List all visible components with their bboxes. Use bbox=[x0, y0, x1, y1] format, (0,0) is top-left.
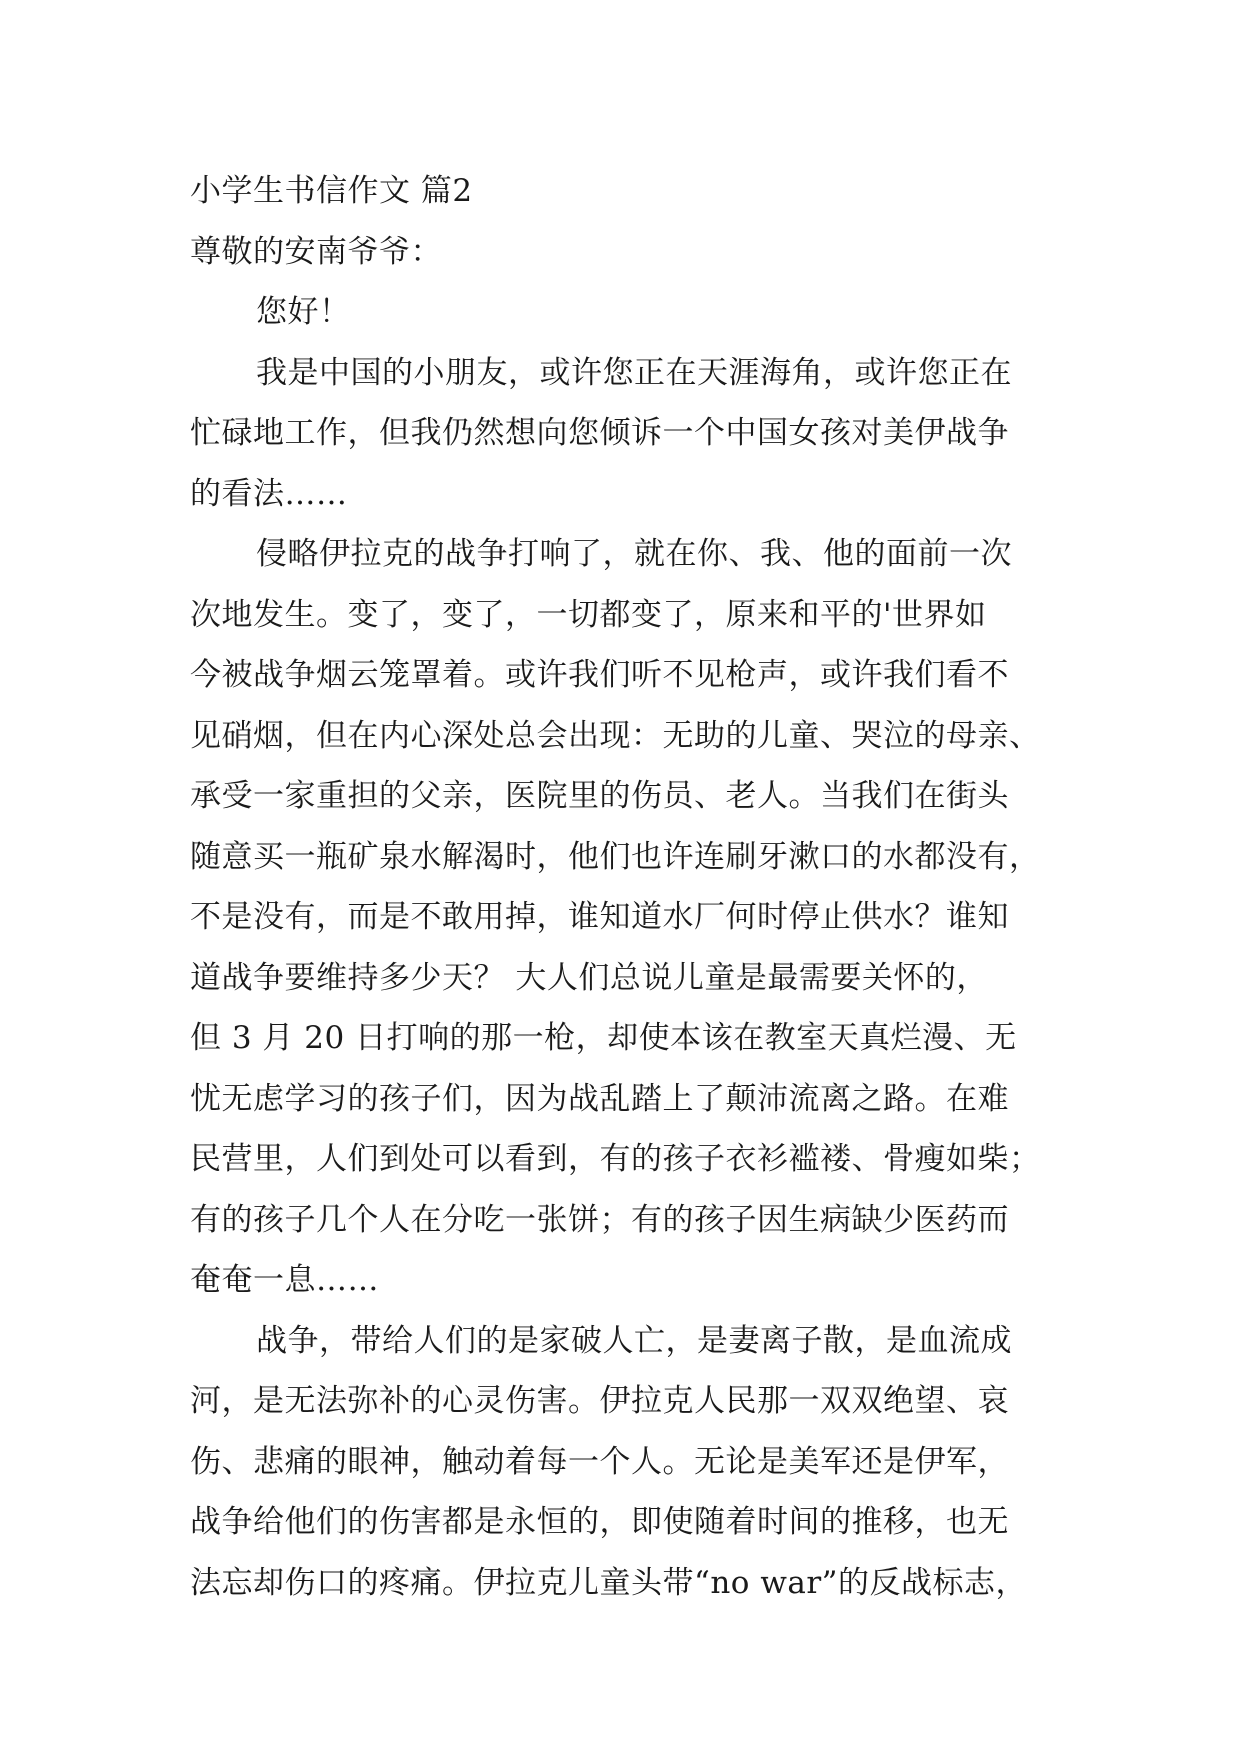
paragraph-2-line-5: 承受一家重担的父亲，医院里的伤员、老人。当我们在街头 bbox=[190, 778, 1009, 814]
paragraph-2-line-3: 今被战争烟云笼罩着。或许我们听不见枪声，或许我们看不 bbox=[190, 657, 1009, 693]
paragraph-3-line-5: 法忘却伤口的疼痛。伊拉克儿童头带“no war”的反战标志， bbox=[190, 1564, 1028, 1601]
essay-title: 小学生书信作文 篇2 bbox=[190, 173, 473, 209]
paragraph-2-line-4: 见硝烟，但在内心深处总会出现：无助的儿童、哭泣的母亲、 bbox=[190, 717, 1041, 754]
paragraph-3-line-1: 战争，带给人们的是家破人亡，是妻离子散，是血流成 bbox=[256, 1322, 1012, 1359]
salutation: 尊敬的安南爷爷： bbox=[190, 233, 442, 270]
paragraph-2-line-13: 奄奄一息…… bbox=[190, 1262, 379, 1298]
paragraph-1-line-1: 我是中国的小朋友，或许您正在天涯海角，或许您正在 bbox=[256, 354, 1012, 391]
paragraph-2-line-12: 有的孩子几个人在分吃一张饼；有的孩子因生病缺少医药而 bbox=[190, 1201, 1009, 1238]
letter-body bbox=[190, 161, 1050, 1613]
paragraph-2-line-1: 侵略伊拉克的战争打响了，就在你、我、他的面前一次 bbox=[256, 536, 1012, 572]
paragraph-2-line-2: 次地发生。变了，变了，一切都变了，原来和平的'世界如 bbox=[190, 596, 987, 633]
paragraph-2-line-11: 民营里，人们到处可以看到，有的孩子衣衫褴褛、骨瘦如柴； bbox=[190, 1141, 1041, 1177]
paragraph-2-line-7: 不是没有，而是不敢用掉，谁知道水厂何时停止供水？谁知 bbox=[190, 899, 1009, 935]
paragraph-1-line-3: 的看法…… bbox=[190, 475, 348, 512]
paragraph-1-line-2: 忙碌地工作，但我仍然想向您倾诉一个中国女孩对美伊战争 bbox=[190, 415, 1009, 451]
paragraph-2-line-10: 忧无虑学习的孩子们，因为战乱踏上了颠沛流离之路。在难 bbox=[190, 1080, 1009, 1117]
paragraph-2-line-6: 随意买一瓶矿泉水解渴时，他们也许连刷牙漱口的水都没有， bbox=[190, 838, 1041, 875]
paragraph-3-line-4: 战争给他们的伤害都是永恒的，即使随着时间的推移，也无 bbox=[190, 1504, 1009, 1540]
paragraph-2-line-9: 但 3 月 20 日打响的那一枪，却使本该在教室天真烂漫、无 bbox=[190, 1020, 1017, 1056]
paragraph-3-line-3: 伤、悲痛的眼神，触动着每一个人。无论是美军还是伊军， bbox=[190, 1443, 1009, 1480]
paragraph-2-line-8: 道战争要维持多少天？ 大人们总说儿童是最需要关怀的， bbox=[190, 959, 988, 996]
paragraph-3-line-2: 河，是无法弥补的心灵伤害。伊拉克人民那一双双绝望、哀 bbox=[190, 1383, 1009, 1419]
greeting: 您好！ bbox=[256, 294, 351, 330]
